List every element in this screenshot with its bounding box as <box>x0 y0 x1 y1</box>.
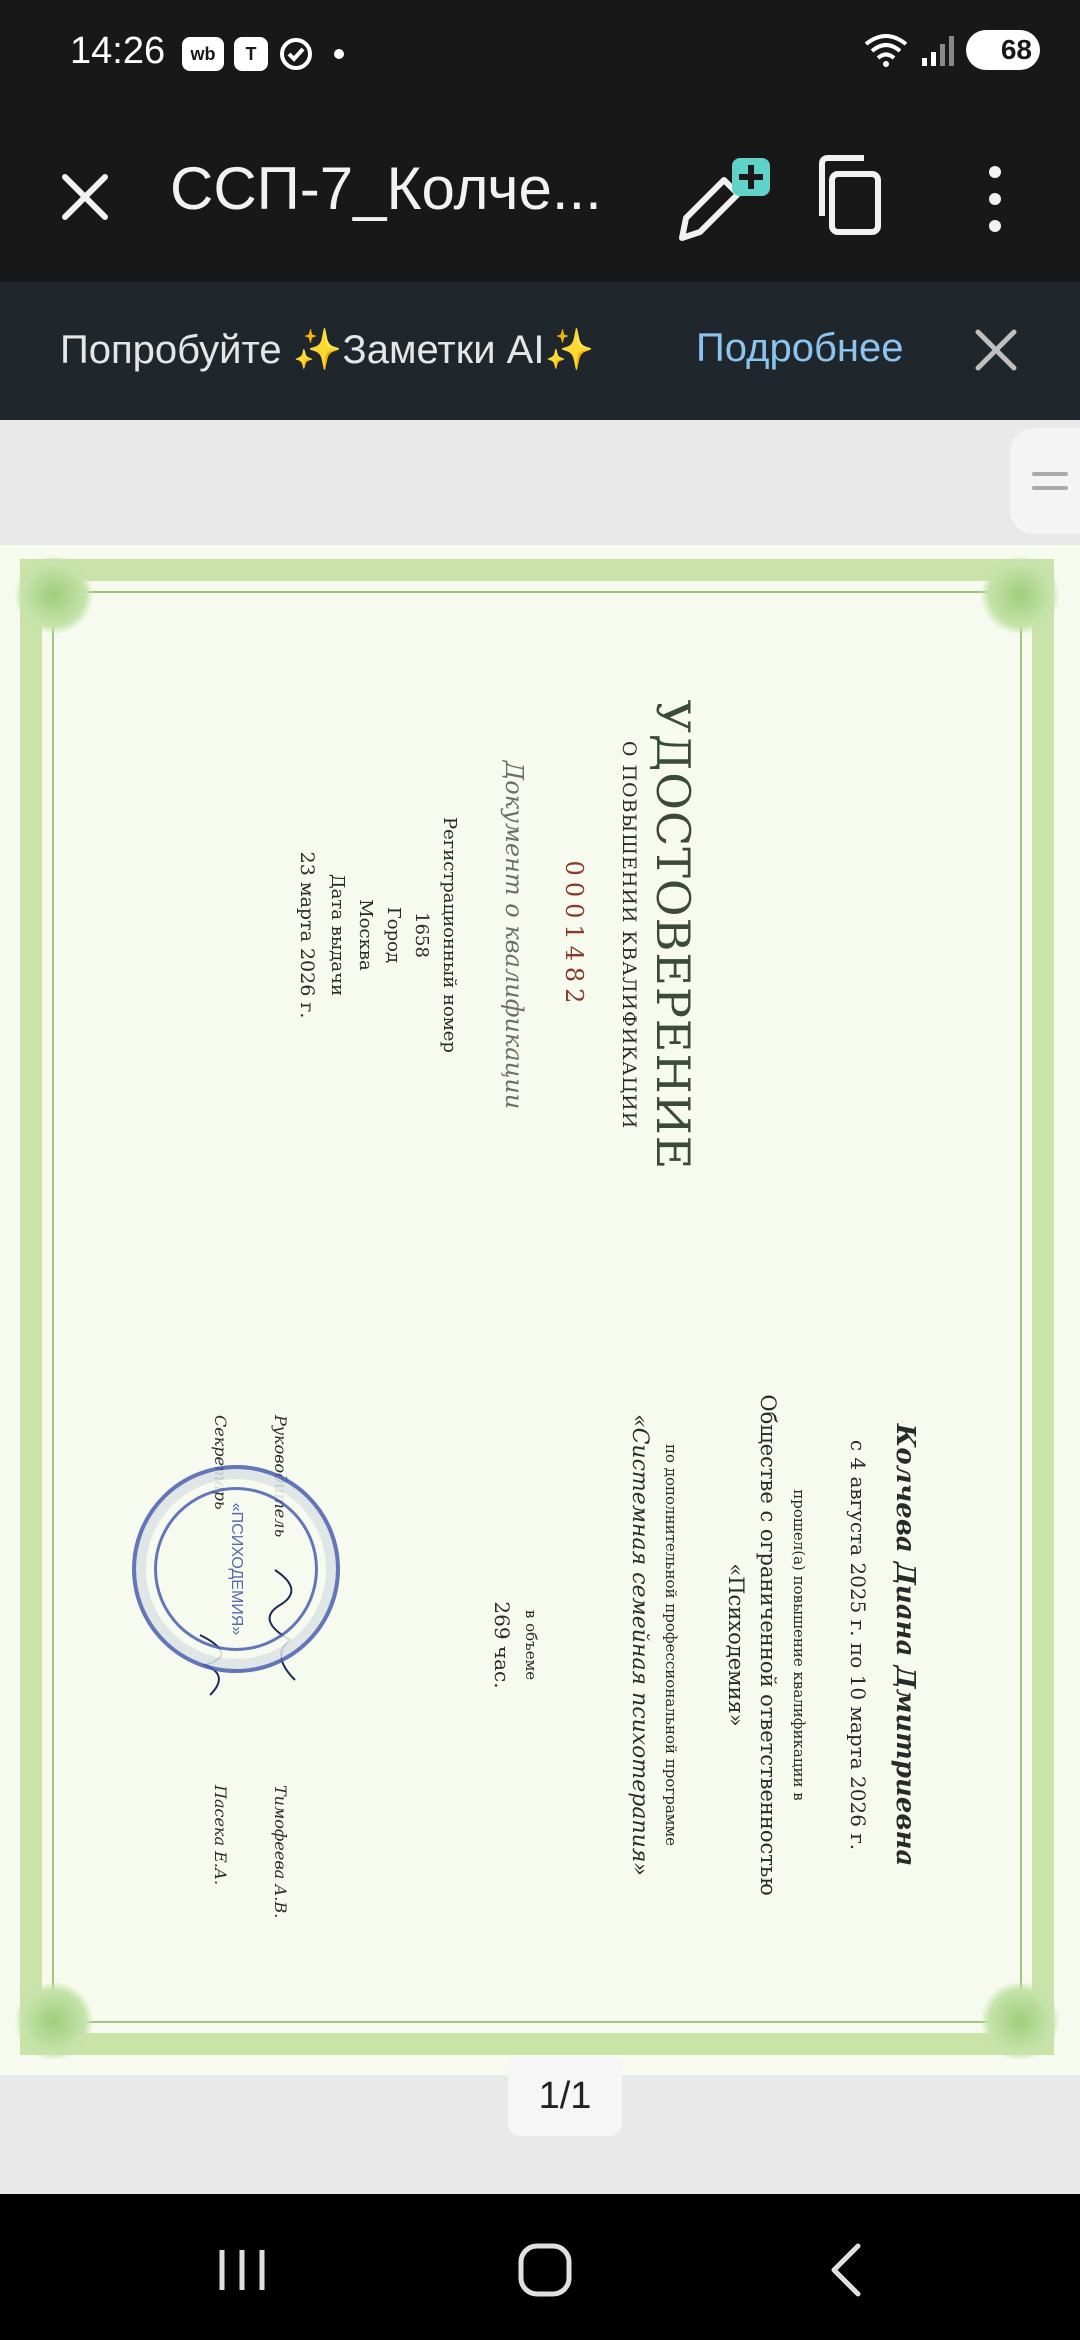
corner-ornament <box>980 555 1060 635</box>
clock: 14:26 <box>70 30 166 72</box>
check-circle-icon <box>278 36 314 72</box>
pdf-viewer[interactable] <box>0 420 1080 2194</box>
dot-icon <box>334 49 344 59</box>
close-icon[interactable] <box>50 162 120 232</box>
volume-label: в объеме <box>522 1609 540 1681</box>
learn-more-link[interactable]: Подробнее <box>696 326 904 370</box>
wb-app-icon: wb <box>182 37 224 71</box>
program-name: «Системная семейная психотерапия» <box>627 1414 652 1876</box>
back-icon[interactable] <box>808 2230 888 2310</box>
reg-number: 1658 <box>411 912 432 958</box>
study-period: с 4 августа 2025 г. по 10 марта 2026 г. <box>846 1439 870 1851</box>
secretary-label: Секретарь <box>211 1415 230 1510</box>
certificate <box>0 545 1080 2075</box>
secretary-name: Пасека Е.А. <box>211 1785 230 1886</box>
issue-date: 23 марта 2026 г. <box>296 851 318 1019</box>
head-label: Руководитель <box>271 1415 290 1538</box>
drawer-handle[interactable] <box>1010 428 1080 534</box>
certificate-subheading: О ПОВЫШЕНИИ КВАЛИФИКАЦИИ <box>618 740 640 1130</box>
city-label: Город <box>383 906 404 964</box>
system-nav-bar <box>0 2194 1080 2340</box>
reg-number-label: Регистрационный номер <box>439 817 460 1053</box>
status-bar <box>0 0 1080 110</box>
passed-text: прошел(а) повышение квалификации в <box>790 1489 808 1801</box>
volume-hours: 269 час. <box>490 1601 514 1689</box>
battery-indicator: 68 <box>966 30 1040 70</box>
close-banner-icon[interactable] <box>970 324 1022 376</box>
corner-ornament <box>980 1981 1060 2061</box>
program-label: по дополнительной профессиональной программе <box>662 1443 680 1847</box>
top-app-bar <box>0 110 1080 282</box>
document-type: Документ о квалификации <box>500 760 528 1110</box>
signal-icon <box>920 32 956 68</box>
certificate-number: 0001482 <box>560 860 588 1010</box>
organization-line1: Обществе с ограниченной ответственностью <box>756 1394 780 1896</box>
document-page <box>0 545 1080 2075</box>
promo-banner <box>0 282 1080 420</box>
copy-icon[interactable] <box>814 154 894 244</box>
page-indicator: 1/1 <box>508 2056 622 2136</box>
more-vert-icon[interactable] <box>970 154 1020 244</box>
notification-icons <box>182 36 344 72</box>
document-title: ССП-7_Колче... <box>170 155 602 222</box>
certificate-heading: УДОСТОВЕРЕНИЕ <box>646 699 700 1171</box>
t-app-icon: T <box>234 37 268 71</box>
head-name: Тимофеева А.В. <box>271 1785 290 1919</box>
corner-ornament <box>14 555 94 635</box>
edit-ai-icon[interactable] <box>672 156 772 246</box>
corner-ornament <box>14 1981 94 2061</box>
wifi-icon <box>862 32 910 68</box>
recipient-name: Колчева Диана Дмитриевна <box>890 1423 920 1867</box>
promo-text: Попробуйте ✨Заметки AI✨ <box>60 328 595 372</box>
issue-date-label: Дата выдачи <box>327 874 348 996</box>
organization-line2: «Психодемия» <box>724 1563 748 1727</box>
city: Москва <box>355 899 376 971</box>
organization-stamp: «ПСИХОДЕМИЯ» <box>132 1465 340 1673</box>
recent-apps-icon[interactable] <box>202 2230 282 2310</box>
home-icon[interactable] <box>505 2230 585 2310</box>
